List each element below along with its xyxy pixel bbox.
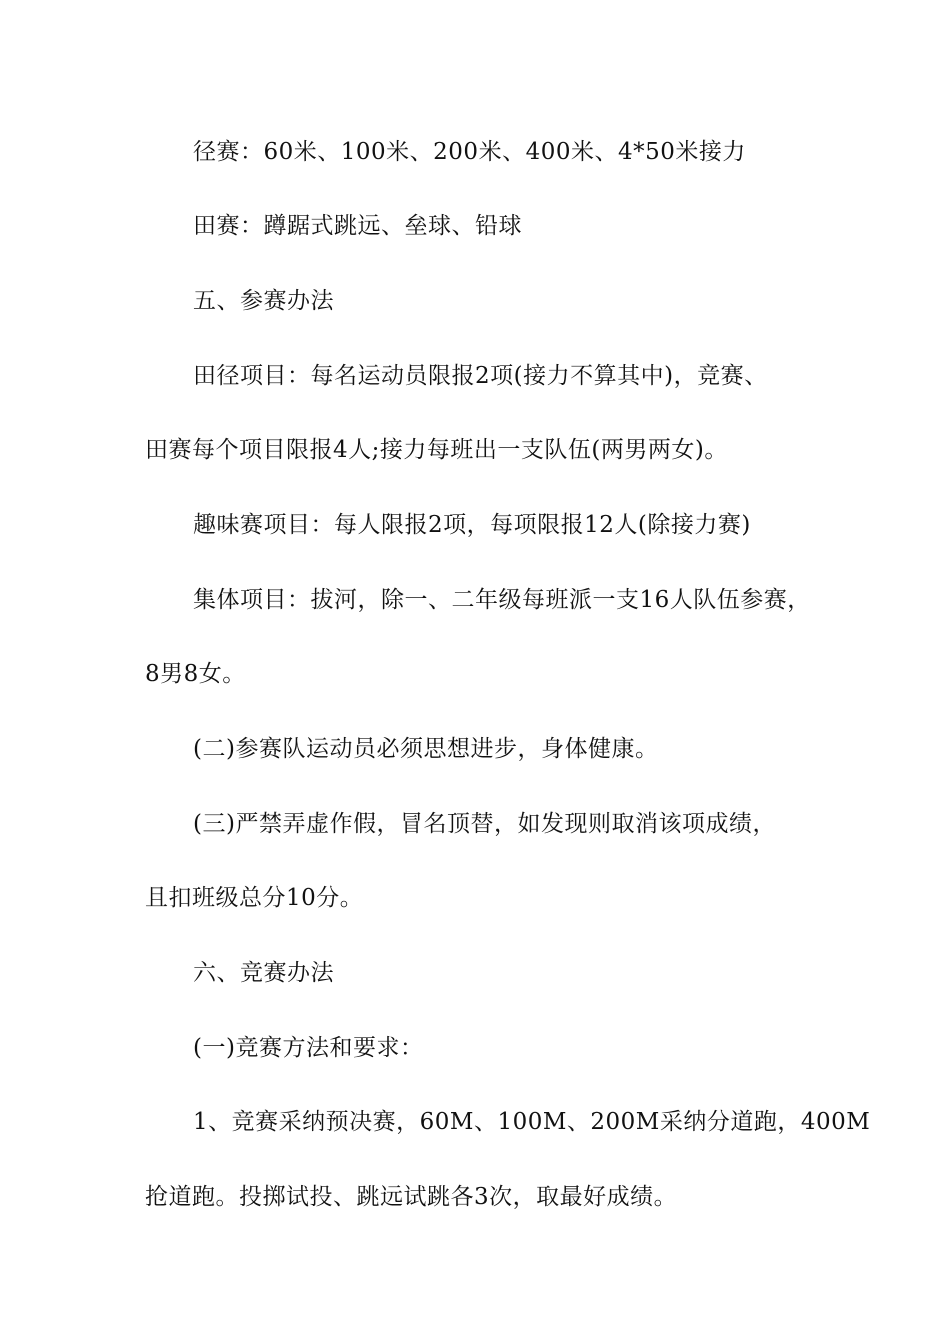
- section-heading: 五、参赛办法: [193, 288, 334, 314]
- text-line: 且扣班级总分10分。: [145, 885, 364, 911]
- text-line: 1、竞赛采纳预决赛，60M、100M、200M采纳分道跑，400M: [193, 1109, 871, 1135]
- section-heading: 六、竞赛办法: [193, 960, 334, 986]
- text-line: 8男8女。: [145, 661, 246, 687]
- text-line: 田径项目：每名运动员限报2项(接力不算其中)，竞赛、: [193, 363, 768, 389]
- text-line: (三)严禁弄虚作假，冒名顶替，如发现则取消该项成绩，: [193, 811, 776, 837]
- text-line: 趣味赛项目：每人限报2项，每项限报12人(除接力赛): [193, 512, 751, 538]
- text-line: (一)竞赛方法和要求：: [193, 1035, 424, 1061]
- text-line: 径赛：60米、100米、200米、400米、4*50米接力: [193, 139, 746, 165]
- text-line: 田赛：蹲踞式跳远、垒球、铅球: [193, 213, 522, 239]
- text-line: (二)参赛队运动员必须思想进步，身体健康。: [193, 736, 659, 762]
- text-line: 抢道跑。投掷试投、跳远试跳各3次，取最好成绩。: [145, 1184, 678, 1210]
- text-line: 田赛每个项目限报4人;接力每班出一支队伍(两男两女)。: [145, 437, 728, 463]
- text-line: 集体项目：拔河，除一、二年级每班派一支16人队伍参赛，: [193, 587, 811, 613]
